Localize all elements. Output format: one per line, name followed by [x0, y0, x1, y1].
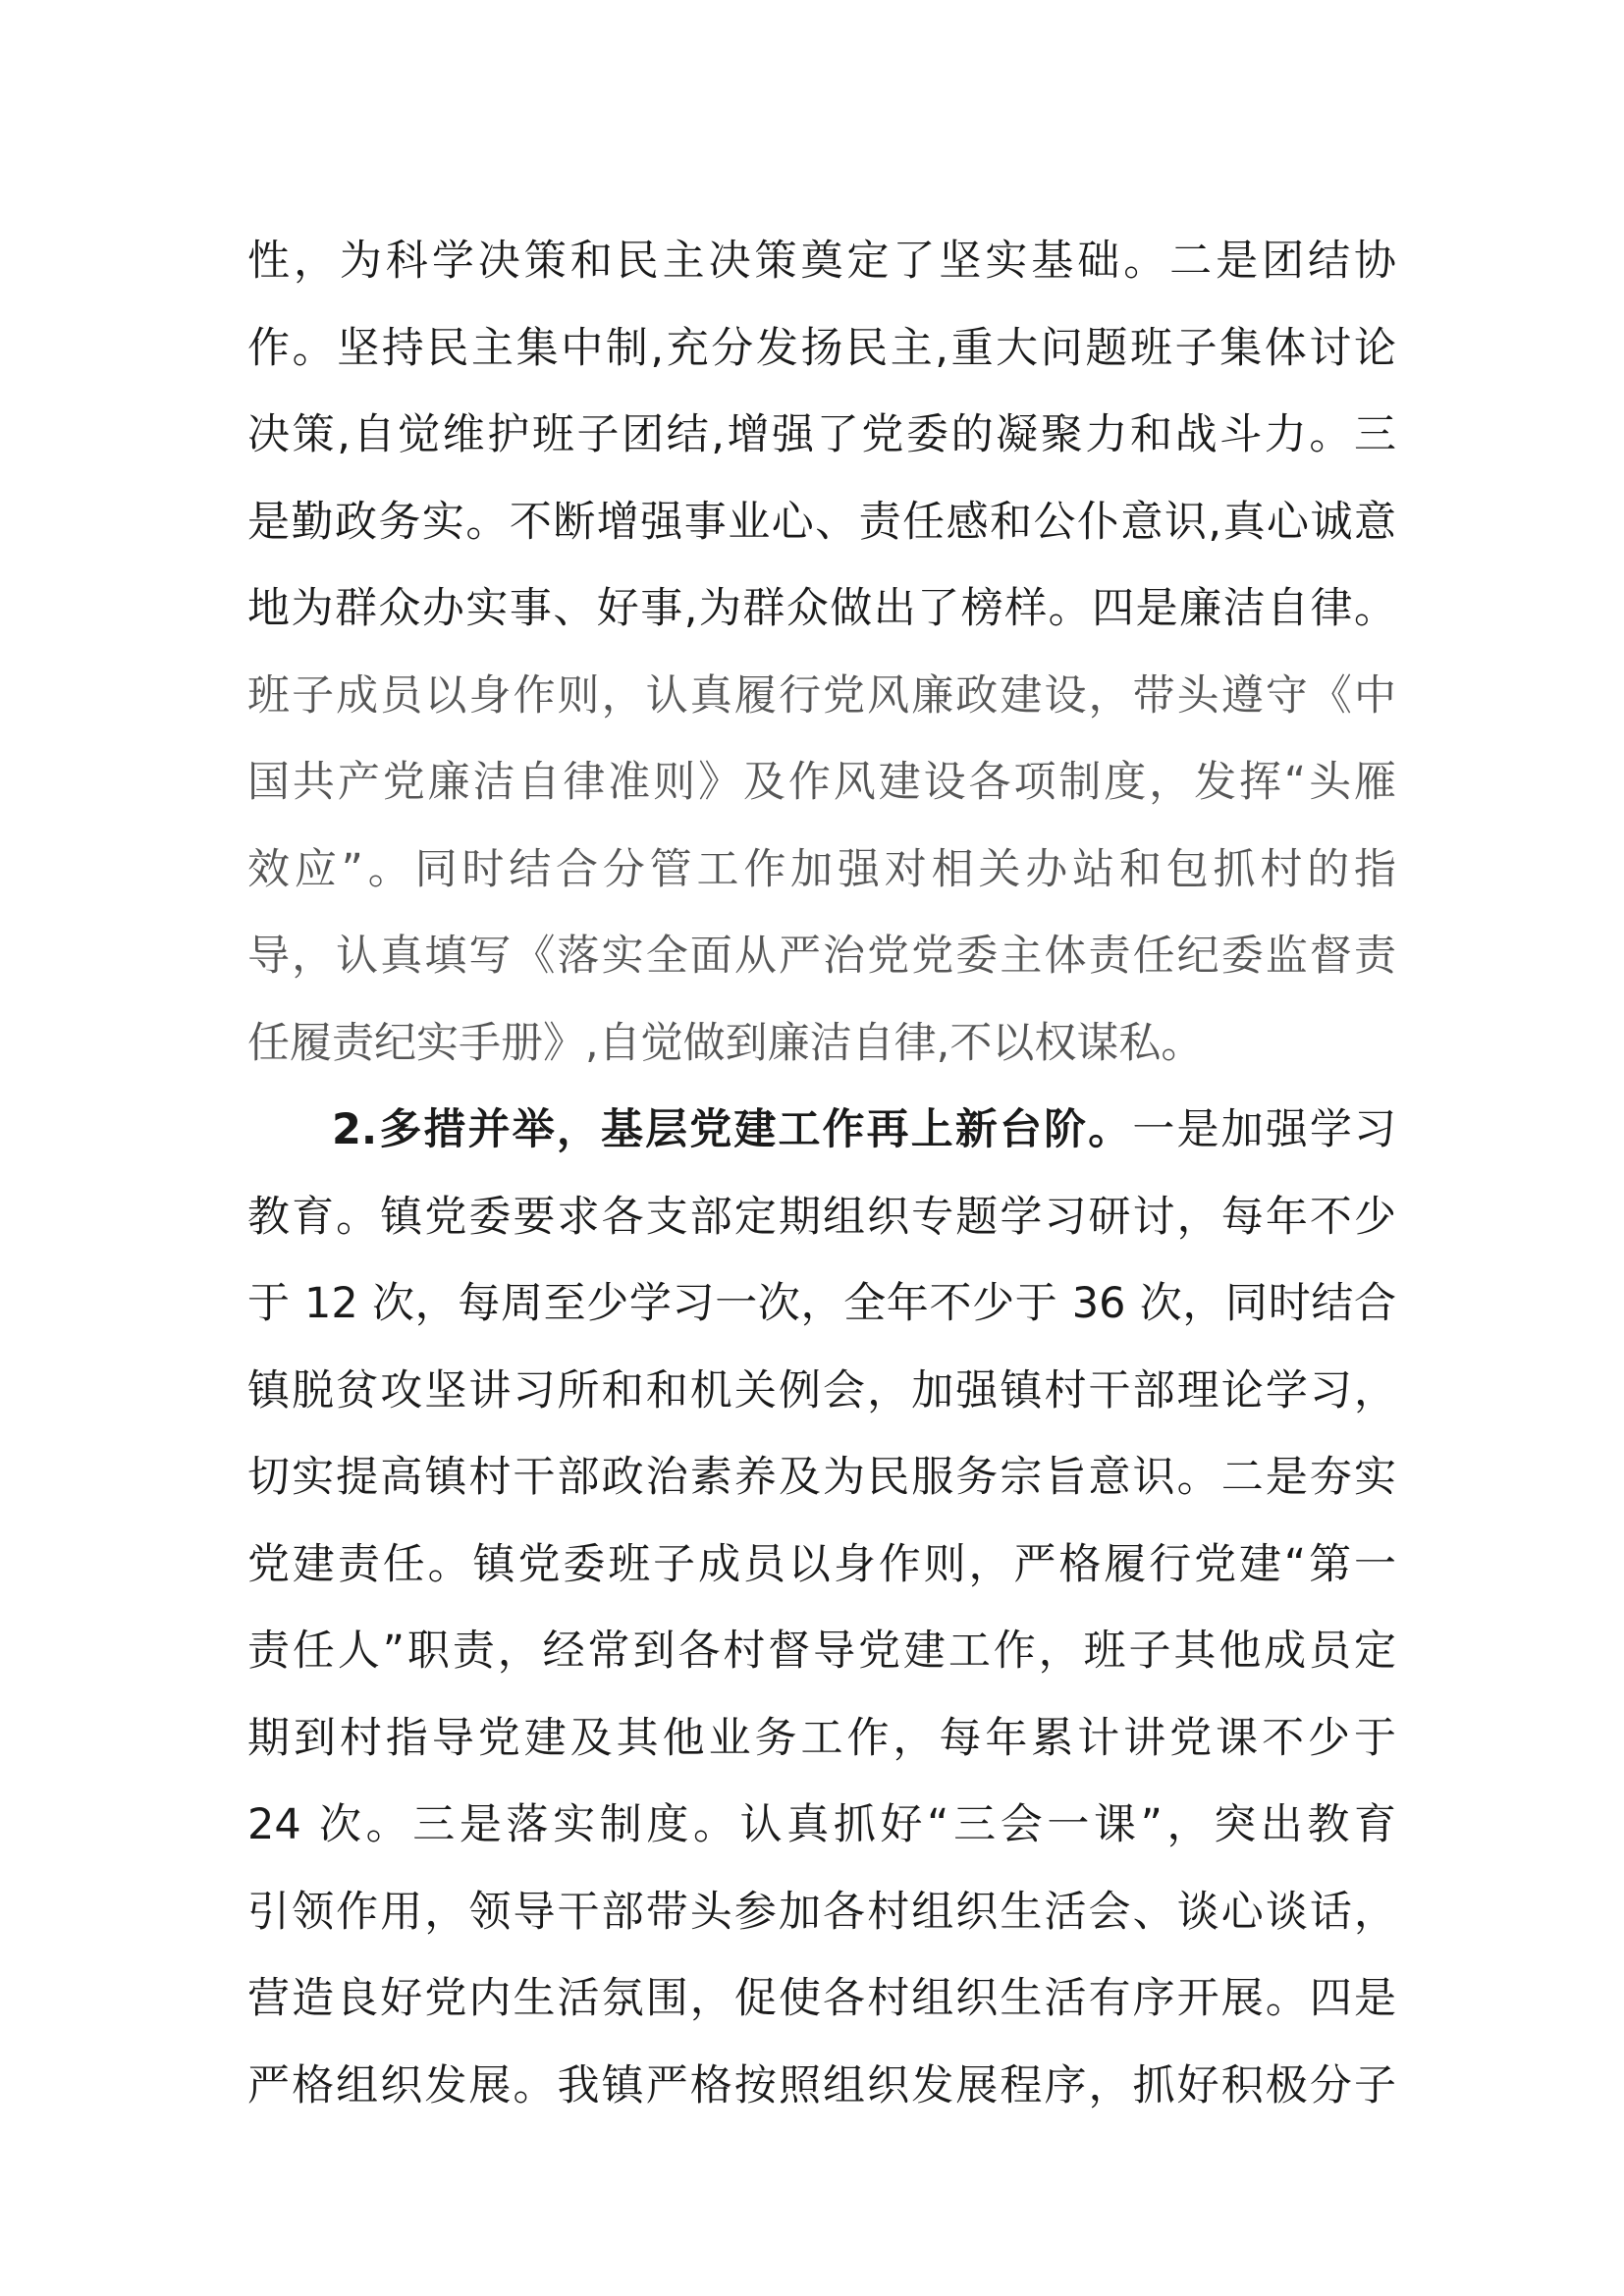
- text-line: 是勤政务实。不断增强事业心、责任感和公仆意识,真心诚意: [247, 497, 1396, 547]
- text-line: 责任人”职责，经常到各村督导党建工作，班子其他成员定: [247, 1627, 1396, 1676]
- text-line: 于 12 次，每周至少学习一次，全年不少于 36 次，同时结合: [247, 1279, 1396, 1328]
- text-line: 期到村指导党建及其他业务工作，每年累计讲党课不少于: [247, 1713, 1396, 1763]
- text-line: 效应”。同时结合分管工作加强对相关办站和包抓村的指: [247, 844, 1396, 894]
- text-line: 24 次。三是落实制度。认真抓好“三会一课”，突出教育: [247, 1800, 1396, 1849]
- text-line: 性，为科学决策和民主决策奠定了坚实基础。二是团结协: [247, 237, 1396, 286]
- text-line: 导，认真填写《落实全面从严治党党委主体责任纪委监督责: [247, 932, 1396, 981]
- text-line: 严格组织发展。我镇严格按照组织发展程序，抓好积极分子: [247, 2060, 1396, 2110]
- section-heading: 2.多措并举，基层党建工作再上新台阶。: [332, 1105, 1133, 1154]
- paragraph-leadership-style: [247, 218, 1396, 1087]
- text-line: 镇脱贫攻坚讲习所和和机关例会，加强镇村干部理论学习，: [247, 1365, 1396, 1415]
- text-line: 切实提高镇村干部政治素养及为民服务宗旨意识。二是夯实: [247, 1453, 1396, 1502]
- text-line: 引领作用，领导干部带头参加各村组织生活会、谈心谈话，: [247, 1887, 1396, 1937]
- text-line: 国共产党廉洁自律准则》及作风建设各项制度，发挥“头雁: [247, 758, 1396, 807]
- text-line: 地为群众办实事、好事,为群众做出了榜样。四是廉洁自律。: [247, 584, 1396, 633]
- document-body: [247, 218, 1396, 2129]
- text-line: 班子成员以身作则，认真履行党风廉政建设，带头遵守《中: [247, 670, 1396, 721]
- text-fragment: 一是加强学习: [1132, 1105, 1397, 1154]
- paragraph-party-building: [247, 1087, 1396, 2129]
- text-line: 决策,自觉维护班子团结,增强了党委的凝聚力和战斗力。三: [247, 410, 1396, 459]
- text-line: 教育。镇党委要求各支部定期组织专题学习研讨，每年不少: [247, 1192, 1396, 1242]
- text-line: 作。坚持民主集中制,充分发扬民主,重大问题班子集体讨论: [247, 323, 1396, 373]
- text-line: 任履责纪实手册》,自觉做到廉洁自律,不以权谋私。: [247, 1018, 1204, 1068]
- text-line: 党建责任。镇党委班子成员以身作则，严格履行党建“第一: [247, 1539, 1396, 1589]
- text-line: 营造良好党内生活氛围，促使各村组织生活有序开展。四是: [247, 1974, 1396, 2023]
- section-heading-line: [247, 1087, 1396, 1174]
